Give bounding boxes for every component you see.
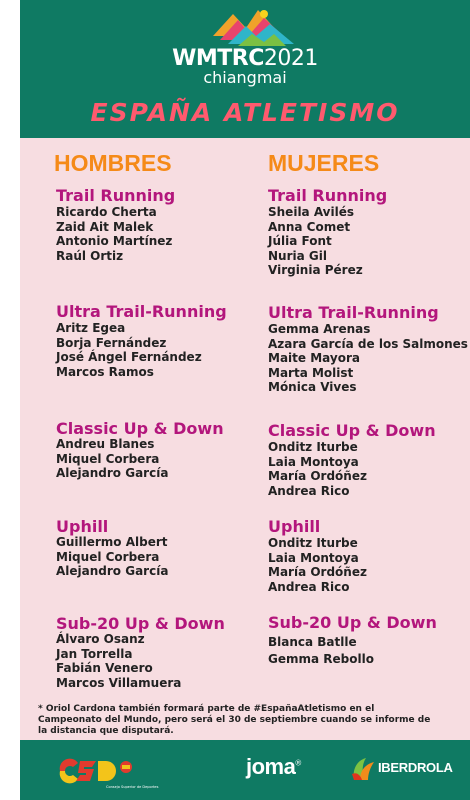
athlete-name: Fabián Venero bbox=[56, 661, 153, 676]
athlete-name: Álvaro Osanz bbox=[56, 632, 145, 646]
athlete-name: Virginia Pérez bbox=[268, 263, 363, 278]
athlete-name: Marcos Ramos bbox=[56, 364, 154, 379]
athlete-name: Andrea Rico bbox=[268, 483, 350, 498]
athlete-name: Aritz Egea bbox=[56, 321, 126, 335]
joma-logo-text: joma bbox=[246, 754, 296, 779]
men-category-title: Ultra Trail-Running bbox=[56, 302, 227, 321]
men-heading: HOMBRES bbox=[54, 150, 172, 176]
women-name-list bbox=[268, 440, 367, 498]
athlete-name: Júlia Font bbox=[268, 234, 332, 249]
footnote: * Oriol Cardona también formará parte de #EspañaAtletismo en el Campeonato del Mundo, pero será el 30 de septiembre cuando se informe de la distancia que disputará. bbox=[38, 704, 431, 736]
iberdrola-logo-text: IBERDROLA bbox=[378, 760, 453, 775]
athlete-name: María Ordóñez bbox=[268, 469, 367, 484]
event-location: chiangmai bbox=[203, 68, 287, 87]
header bbox=[20, 0, 470, 138]
athlete-name: Anna Comet bbox=[268, 219, 351, 234]
women-name-list bbox=[268, 205, 363, 278]
women-category-title: Trail Running bbox=[268, 186, 388, 205]
csd-logo-icon bbox=[56, 753, 159, 791]
wmtrc-logo-icon bbox=[208, 6, 298, 48]
athlete-name: Andreu Blanes bbox=[56, 437, 155, 451]
athlete-name: Borja Fernández bbox=[56, 335, 167, 350]
men-name-list bbox=[56, 535, 168, 579]
athlete-name: Onditz Iturbe bbox=[268, 440, 358, 454]
joma-logo bbox=[246, 754, 301, 780]
men-name-list bbox=[56, 321, 202, 379]
athlete-name: Laia Montoya bbox=[268, 550, 359, 565]
athlete-name: Miquel Corbera bbox=[56, 549, 160, 564]
athlete-name: Azara García de los Salmones bbox=[268, 336, 468, 351]
athlete-name: Gemma Arenas bbox=[268, 322, 371, 336]
athlete-name: Laia Montoya bbox=[268, 454, 359, 469]
espana-atletismo-banner: ESPAÑA ATLETISMO bbox=[90, 98, 400, 127]
women-category-title: Ultra Trail-Running bbox=[268, 303, 439, 322]
women-category-title: Uphill bbox=[268, 517, 321, 536]
men-name-list bbox=[56, 205, 172, 263]
athlete-name: José Ángel Fernández bbox=[56, 350, 202, 365]
event-year: 2021 bbox=[263, 46, 318, 71]
men-category-title: Uphill bbox=[56, 517, 109, 536]
athlete-name: Jan Torrella bbox=[56, 646, 133, 661]
joma-registered-mark: ® bbox=[295, 758, 301, 768]
women-name-list bbox=[268, 634, 374, 668]
athlete-name: Miquel Corbera bbox=[56, 451, 160, 466]
iberdrola-logo bbox=[350, 754, 460, 784]
athlete-name: Guillermo Albert bbox=[56, 535, 168, 549]
csd-logo-text: Consejo Superior de Deportes bbox=[106, 785, 159, 789]
women-name-list bbox=[268, 536, 367, 594]
event-title-text: WMTRC bbox=[172, 46, 264, 71]
athlete-name: Gemma Rebollo bbox=[268, 652, 374, 666]
men-category-title: Sub-20 Up & Down bbox=[56, 614, 225, 633]
athlete-name: Marta Molist bbox=[268, 365, 354, 380]
athlete-name: Alejandro García bbox=[56, 466, 169, 481]
men-name-list bbox=[56, 632, 181, 690]
athlete-name: Onditz Iturbe bbox=[268, 536, 358, 550]
men-category-title: Classic Up & Down bbox=[56, 419, 224, 438]
women-category-title: Classic Up & Down bbox=[268, 421, 436, 440]
athlete-name: Andrea Rico bbox=[268, 579, 350, 594]
athlete-name: Sheila Avilés bbox=[268, 205, 355, 219]
athlete-name: Raúl Ortiz bbox=[56, 248, 124, 263]
athlete-name: María Ordóñez bbox=[268, 565, 367, 580]
athlete-name: Maite Mayora bbox=[268, 351, 360, 366]
athlete-name: Nuria Gil bbox=[268, 248, 327, 263]
athlete-name: Marcos Villamuera bbox=[56, 675, 182, 690]
roster-panel bbox=[20, 138, 470, 740]
men-name-list bbox=[56, 437, 168, 481]
women-name-list bbox=[268, 322, 468, 395]
athlete-name: Mónica Vives bbox=[268, 380, 357, 395]
athlete-name: Alejandro García bbox=[56, 564, 169, 579]
women-category-title: Sub-20 Up & Down bbox=[268, 613, 437, 632]
athlete-name: Zaid Ait Malek bbox=[56, 219, 154, 234]
athlete-name: Ricardo Cherta bbox=[56, 205, 157, 219]
iberdrola-leaf-icon bbox=[350, 754, 376, 784]
athlete-name: Antonio Martínez bbox=[56, 234, 173, 249]
athlete-name: Blanca Batlle bbox=[268, 635, 357, 649]
sponsor-footer bbox=[20, 740, 470, 800]
women-heading: MUJERES bbox=[268, 150, 380, 176]
men-category-title: Trail Running bbox=[56, 186, 176, 205]
